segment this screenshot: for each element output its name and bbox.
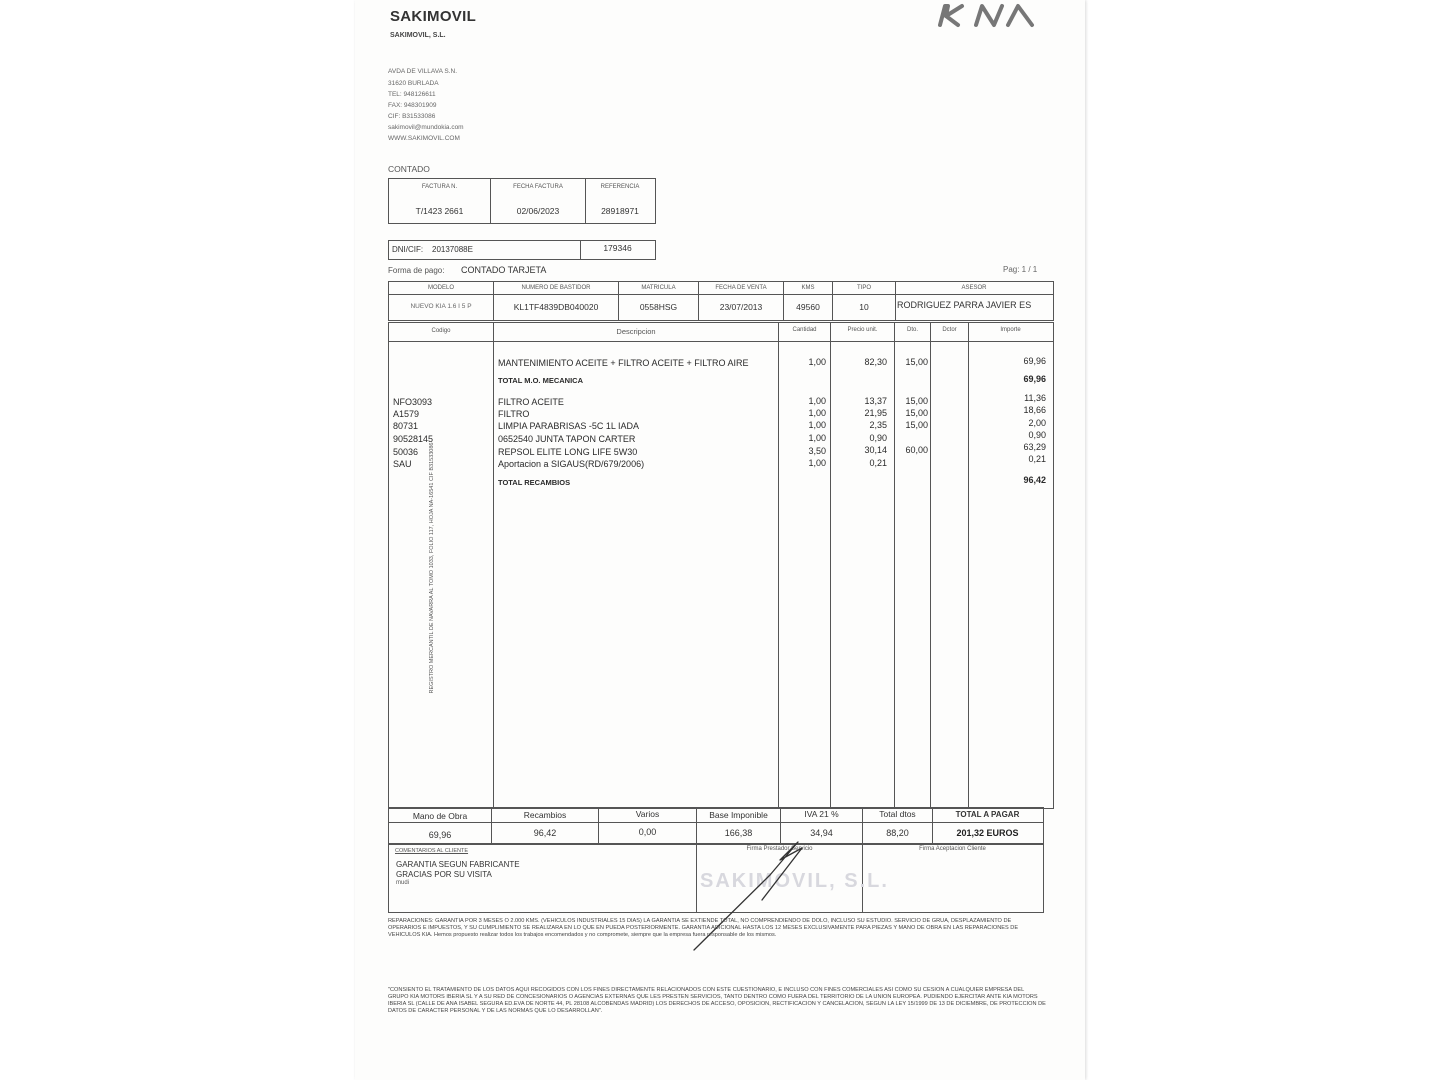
lines-table: [388, 322, 1054, 809]
part-amount: 0,90: [1028, 430, 1046, 440]
vehicle-vin: KL1TF4839DB040020: [513, 302, 599, 312]
part-price: 21,95: [864, 408, 887, 418]
totals-header-discounts: Total dtos: [879, 809, 916, 819]
totals-header-parts: Recambios: [523, 810, 567, 820]
comment-line-2: GRACIAS POR SU VISITA: [396, 870, 492, 879]
part-description: FILTRO: [498, 409, 530, 419]
client-id-label: DNI/CIF:: [392, 245, 424, 254]
labor-qty: 1,00: [808, 357, 826, 367]
payment-method-value: CONTADO TARJETA: [461, 265, 547, 275]
vehicle-header-advisor: ASESOR: [961, 285, 987, 291]
part-price: 13,37: [864, 396, 887, 406]
address-line-4: FAX: 948301909: [388, 102, 437, 109]
part-amount: 0,21: [1028, 454, 1046, 464]
col-header-dctor: Dctor: [942, 327, 957, 333]
address-line-5: CIF: B31533086: [388, 113, 436, 120]
col-header-dto: Dto.: [906, 327, 918, 333]
parts-total-label: TOTAL RECAMBIOS: [498, 478, 571, 487]
total-discounts: 88,20: [886, 828, 909, 838]
legal-warranty-text: REPARACIONES: GARANTIA POR 3 MESES O 2.000 KMS. (VEHICULOS INDUSTRIALES 15 DIAS) LA GARANTIA SE EXTIENDE TOTAL, NO COMPRENDIENDO DE DOLO, INCLUSO SU ESTUDIO. SERVICIO DE GRUA, DESPLAZAMIENTO DE OPERARIOS E IMPUESTOS, Y SU CUMPLIMIENTO SE REALIZARA EN LO QUE EN PUEDA POSTERIORMENTE. GARANTIA ADICIONAL HASTA LOS 12 MESES EXCLUSIVAMENTE PARA PIEZAS Y MANO DE OBRA EN LAS REPARACIONES DE VEHICULOS KIA. Hemos propuesto realizar todos los trabajos encomendados y no compromete, siempre que la empresa fuera responsable de los mismos.: [388, 918, 1019, 938]
part-code: A1579: [393, 409, 420, 419]
vehicle-header-sale-date: FECHA DE VENTA: [715, 285, 767, 291]
vehicle-header-vin: NUMERO DE BASTIDOR: [521, 285, 591, 291]
part-amount: 11,36: [1024, 393, 1046, 403]
invoice-number: T/1423 2661: [415, 206, 464, 216]
vehicle-model: NUEVO KIA 1.6 I 5 P: [410, 303, 472, 310]
vehicle-advisor: RODRIGUEZ PARRA JAVIER ES: [897, 300, 1032, 310]
part-price: 0,21: [869, 458, 887, 468]
part-qty: 1,00: [808, 408, 826, 418]
client-signature-label: Firma Aceptacion Cliente: [919, 846, 986, 852]
part-qty: 1,00: [808, 433, 826, 443]
address-line-3: TEL: 948126611: [388, 91, 436, 98]
labor-amount: 69,96: [1023, 356, 1046, 366]
vehicle-header-type: TIPO: [856, 285, 871, 291]
part-amount: 2,00: [1028, 418, 1046, 428]
totals-header-labor: Mano de Obra: [412, 811, 468, 821]
part-qty: 3,50: [808, 446, 826, 456]
vehicle-type: 10: [859, 302, 869, 312]
company-name: SAKIMOVIL: [390, 8, 477, 25]
part-code: 80731: [393, 421, 419, 431]
part-code: 50036: [393, 447, 419, 457]
invoice-date: 02/06/2023: [516, 206, 560, 216]
labor-price: 82,30: [864, 357, 887, 367]
comments-label: COMENTARIOS AL CLIENTE: [395, 848, 469, 854]
total-labor: 69,96: [428, 830, 452, 840]
part-price: 0,90: [869, 433, 887, 443]
vehicle-header-plate: MATRICULA: [641, 285, 676, 291]
kia-logo: [936, 2, 1050, 28]
company-stamp: SAKIMOVIL, S.L.: [700, 870, 889, 892]
part-qty: 1,00: [808, 458, 826, 468]
part-code: 90528145: [393, 434, 434, 444]
part-description: 0652540 JUNTA TAPON CARTER: [498, 434, 636, 444]
col-header-code: Codigo: [431, 328, 451, 334]
part-amount: 18,66: [1023, 405, 1046, 415]
parts-total: 96,42: [1023, 475, 1046, 485]
total-vat: 34,94: [810, 828, 833, 838]
labor-total: 69,96: [1023, 374, 1046, 384]
total-misc: 0,00: [638, 827, 657, 837]
vehicle-kms: 49560: [796, 302, 820, 312]
part-price: 30,14: [864, 445, 887, 455]
vehicle-plate: 0558HSG: [639, 302, 678, 312]
part-code: NFO3093: [393, 397, 433, 407]
col-header-qty: Cantidad: [792, 327, 817, 333]
payment-method-label: Forma de pago:: [388, 266, 445, 275]
address-line-2: 31620 BURLADA: [388, 80, 439, 87]
part-dto: 60,00: [905, 445, 928, 455]
company-legal-name: SAKIMOVIL, S.L.: [390, 32, 446, 39]
client-code: 179346: [603, 243, 632, 253]
col-header-description: Descripcion: [616, 327, 656, 336]
col-header-price: Precio unit.: [847, 327, 878, 333]
part-price: 2,35: [869, 420, 887, 430]
part-description: LIMPIA PARABRISAS -5C 1L IADA: [498, 421, 640, 431]
part-description: FILTRO ACEITE: [498, 397, 564, 407]
totals-header-vat: IVA 21 %: [804, 809, 839, 819]
page-number: Pag: 1 / 1: [1003, 265, 1038, 274]
address-line-1: AVDA DE VILLAVA S.N.: [388, 68, 458, 75]
part-amount: 63,29: [1023, 442, 1046, 452]
invoice-label-reference: REFERENCIA: [600, 184, 640, 190]
part-dto: 15,00: [905, 396, 928, 406]
labor-description: MANTENIMIENTO ACEITE + FILTRO ACEITE + FILTRO AIRE: [498, 358, 749, 368]
part-qty: 1,00: [808, 420, 826, 430]
part-dto: 15,00: [905, 408, 928, 418]
comment-line-1: GARANTIA SEGUN FABRICANTE: [396, 860, 520, 869]
registry-note: REGISTRO MERCANTIL DE NAVARRA AL TOMO 1033, FOLIO 117, HOJA NA-16541 CIF B31533086: [429, 442, 435, 694]
address-line-6: sakimovil@mundokia.com: [388, 124, 464, 131]
total-tax-base: 166,38: [724, 828, 753, 838]
totals-header-grand-total: TOTAL A PAGAR: [955, 810, 1020, 819]
payment-type: CONTADO: [388, 164, 430, 174]
part-qty: 1,00: [808, 396, 826, 406]
part-description: REPSOL ELITE LONG LIFE 5W30: [498, 447, 638, 457]
vehicle-header-kms: KMS: [801, 285, 815, 291]
client-id: 20137088E: [432, 245, 473, 254]
logo-text: KIA: [936, 2, 938, 3]
invoice-label-date: FECHA FACTURA: [513, 184, 563, 190]
vehicle-header-model: MODELO: [427, 285, 454, 291]
part-description: Aportacion a SIGAUS(RD/679/2006): [498, 459, 645, 469]
address-line-7: WWW.SAKIMOVIL.COM: [388, 135, 460, 142]
labor-total-label: TOTAL M.O. MECANICA: [498, 376, 583, 385]
vehicle-sale-date: 23/07/2013: [719, 302, 763, 312]
part-code: SAU: [393, 459, 412, 469]
col-header-amount: Importe: [1000, 327, 1021, 333]
totals-header-misc: Varios: [635, 809, 660, 819]
part-dto: 15,00: [905, 420, 928, 430]
total-parts: 96,42: [533, 828, 557, 838]
total-to-pay: 201,32 EUROS: [956, 828, 1019, 838]
labor-dto: 15,00: [905, 357, 928, 367]
invoice-label-number: FACTURA N.: [421, 184, 458, 190]
comment-line-3: mudi: [396, 880, 410, 886]
legal-privacy-text: "CONSIENTO EL TRATAMIENTO DE LOS DATOS AQUI RECOGIDOS CON LOS FINES DIRECTAMENTE RELACIONADOS CON ESTE CUESTIONARIO, E INCLUSO CON FINES COMERCIALES ASI COMO SU CESION A CUALQUIER EMPRESA DEL GRUPO KIA MOTORS IBERIA SL Y A SU RED DE CONCESIONARIOS O AGENCIAS EXTERNAS QUE LES PRESTEN SERVICIOS, TANTO DENTRO COMO FUERA DEL TERRITORIO DE LA UNION EUROPEA. PUDIENDO EJERCITAR ANTE KIA MOTORS IBERIA SL (CALLE DE ANA ISABEL SEGURA ED.EVA DE NORTE 44, PL 28108 ALCOBENDAS MADRID) LOS DERECHOS DE ACCESO, OPOSICION, RECTIFICACION Y CANCELACION, SEGUN LA LEY 15/1999 DE 13 DE DICIEMBRE, DE PROTECCION DE DATOS DE CARACTER PERSONAL Y DE LAS NORMAS QUE LO DESARROLLAN".: [388, 987, 1046, 1014]
invoice-reference: 28918971: [601, 206, 639, 216]
provider-signature-label: Firma Prestador Servicio: [746, 846, 813, 852]
totals-header-tax-base: Base Imponible: [709, 810, 768, 820]
